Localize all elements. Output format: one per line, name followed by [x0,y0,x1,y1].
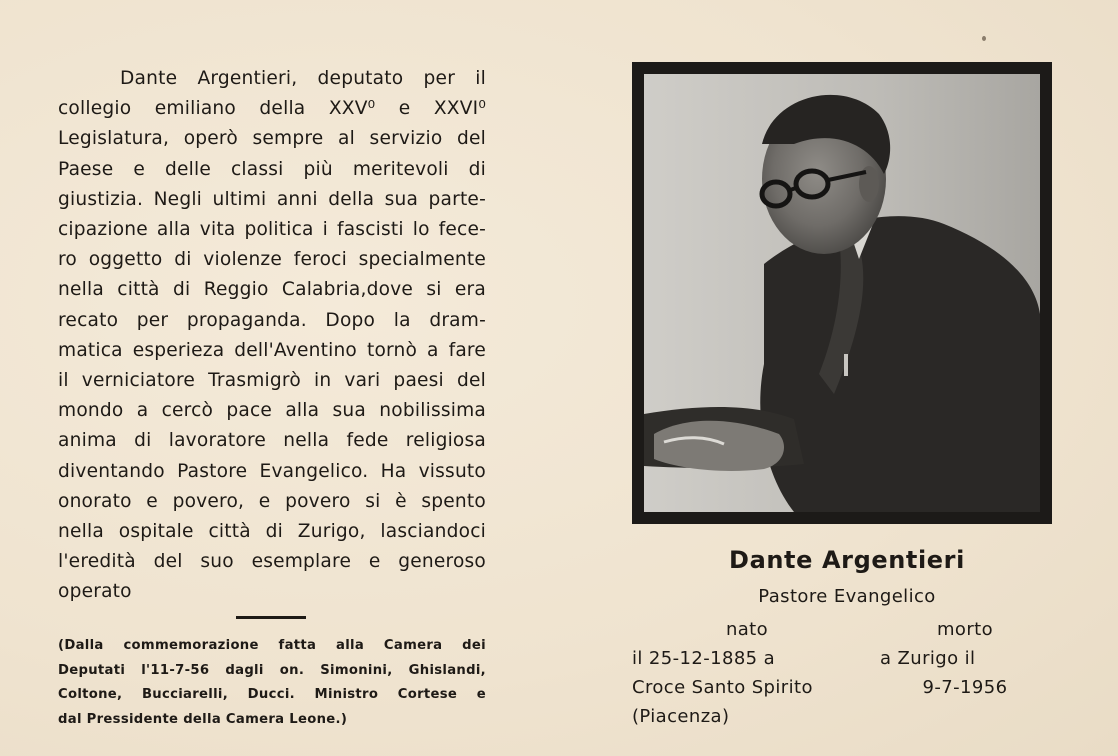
death-label: morto [936,619,994,640]
portrait-frame [632,62,1052,524]
text-line: nella città di Reggio Calabria,dove si era [58,279,486,301]
commemoration-text [58,64,486,608]
death-date: 9-7-1956 [922,677,1008,698]
text-line: il verniciatore Trasmigrò in vari paesi del [58,370,486,392]
text-line: diventando Pastore Evangelico. Ha vissuto [58,460,486,482]
person-name: Dante Argentieri [729,546,965,574]
text-line: anima di lavoratore nella fede religiosa [58,430,486,452]
note-line: dal Pressidente della Camera Leone.) [58,711,348,727]
birth-label: nato [725,619,769,640]
text-line: cipazione alla vita politica i fascisti lo fece- [58,219,486,241]
text-line: matica esperieza dell'Aventino tornò a fare [58,339,486,361]
note-line: (Dalla commemorazione fatta alla Camera dei [58,638,486,653]
portrait-illustration [644,74,1040,512]
separator-rule [236,616,306,619]
death-place: a Zurigo il [880,648,976,669]
text-line: giustizia. Negli ultimi anni della sua parte- [58,188,486,210]
text-line: Legislatura, operò sempre al servizio del [58,128,486,150]
birth-info [632,615,862,731]
birth-date: il 25-12-1885 a [632,648,776,669]
text-line: operato [58,581,132,603]
birth-place: Croce Santo Spirito [632,677,813,698]
text-line: Paese e delle classi più meritevoli di [58,158,486,180]
paper-speck [982,36,986,41]
text-line: mondo a cercò pace alla sua nobilissima [58,400,486,422]
text-line: collegio emiliano della XXV⁰ e XXVI⁰ [58,98,486,120]
portrait-photo [644,74,1040,512]
text-line: nella ospitale città di Zurigo, lasciandoci [58,521,486,543]
note-line: Deputati l'11-7-56 dagli on. Simonini, Ghislandi, [58,662,486,678]
text-line: onorato e povero, e povero si è spento [58,490,486,512]
death-info [880,615,1050,702]
person-role: Pastore Evangelico [758,586,936,607]
birth-region: (Piacenza) [632,706,730,727]
text-line: ro oggetto di violenze feroci specialmente [58,249,486,271]
source-note [58,634,486,732]
text-line: recato per propaganda. Dopo la dram- [58,309,486,331]
text-line: Dante Argentieri, deputato per il [120,68,486,89]
text-line: l'eredità del suo esemplare e generoso [58,551,486,573]
note-line: Coltone, Bucciarelli, Ducci. Ministro Cortese e [58,687,486,703]
